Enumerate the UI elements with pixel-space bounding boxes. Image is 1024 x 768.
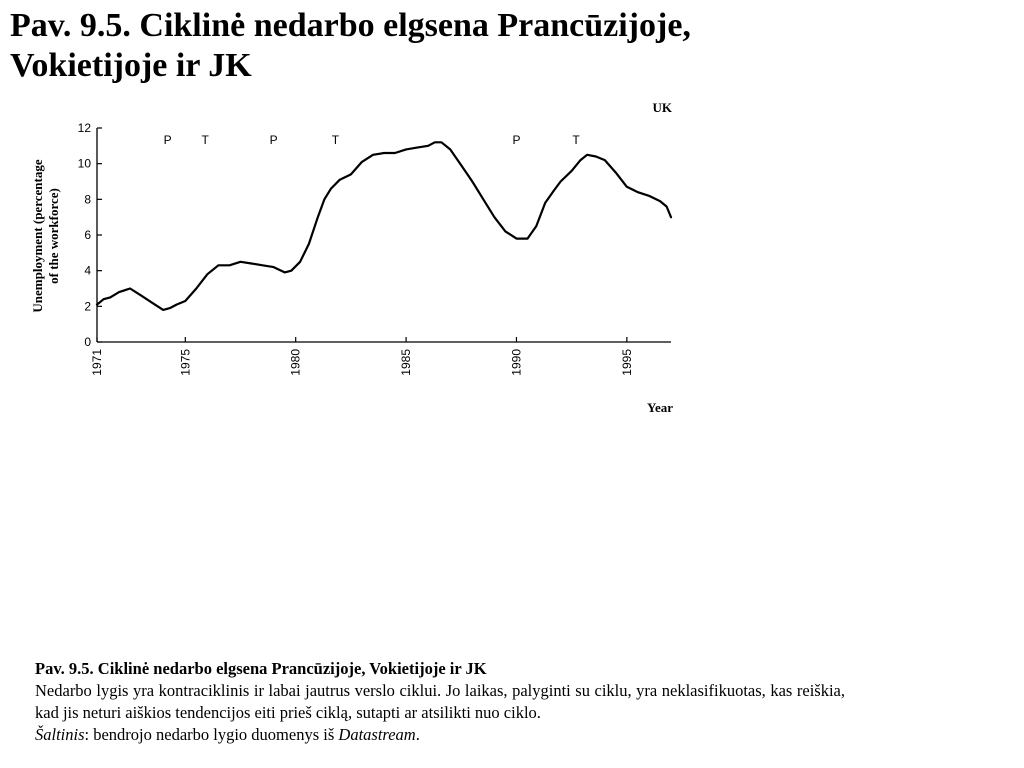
y-tick-label: 12: [77, 121, 91, 135]
y-axis-title-line2: of the workforce): [46, 188, 61, 284]
cycle-marker-peak: P: [512, 133, 521, 147]
y-tick-label: 2: [84, 299, 91, 314]
y-tick-label: 4: [84, 263, 91, 278]
y-axis-title-line1: Unemployment (percentage: [30, 159, 45, 313]
slide-title-line1: Pav. 9.5. Ciklinė nedarbo elgsena Prancūzijoje,: [10, 7, 691, 44]
cycle-annotations: [164, 133, 581, 147]
uk-unemployment-line: [97, 142, 671, 310]
x-tick-label: 1995: [619, 349, 634, 376]
y-tick-label: 0: [84, 335, 91, 349]
cycle-marker-trough: T: [331, 133, 340, 147]
cycle-marker-peak: P: [269, 133, 278, 147]
x-ticks: [90, 337, 634, 376]
caption-source-end: .: [415, 725, 420, 744]
cycle-marker-trough: T: [572, 133, 580, 147]
caption-source: [35, 724, 845, 746]
cycle-marker-trough: T: [201, 133, 209, 147]
caption-body-text: Nedarbo lygis yra kontraciklinis ir labai jautrus verslo ciklui. Jo laikas, palyginti su ciklu, yra neklasifikuotas, kas reiškia, kad jis neturi aiškios tendencijos eiti prieš ciklą, sutapti ar atsilikti nuo ciklo.: [35, 681, 845, 722]
cycle-marker-peak: P: [163, 133, 172, 147]
x-tick-label: 1971: [90, 349, 104, 376]
x-axis-title: Year: [647, 400, 673, 415]
y-ticks: [78, 121, 102, 349]
chart-title: UK: [652, 100, 672, 115]
y-tick-label: 8: [84, 192, 91, 207]
y-tick-label: 6: [84, 228, 91, 242]
x-tick-label: 1990: [509, 349, 524, 376]
x-tick-label: 1975: [178, 349, 193, 376]
y-axis-title: [30, 159, 61, 312]
caption-body: [35, 680, 845, 724]
chart-axes: [97, 128, 671, 342]
caption-source-label: Šaltinis: [35, 725, 85, 744]
x-tick-label: 1980: [288, 349, 303, 376]
x-tick-label: 1985: [399, 349, 414, 376]
figure-caption: [35, 658, 845, 746]
caption-source-text: : bendrojo nedarbo lygio duomenys iš: [84, 725, 339, 744]
caption-title: Pav. 9.5. Ciklinė nedarbo elgsena Prancūzijoje, Vokietijoje ir JK: [35, 659, 487, 678]
slide-title-line2: Vokietijoje ir JK: [10, 47, 252, 84]
caption-source-name: Datastream: [338, 725, 416, 744]
y-tick-label: 10: [77, 156, 91, 171]
